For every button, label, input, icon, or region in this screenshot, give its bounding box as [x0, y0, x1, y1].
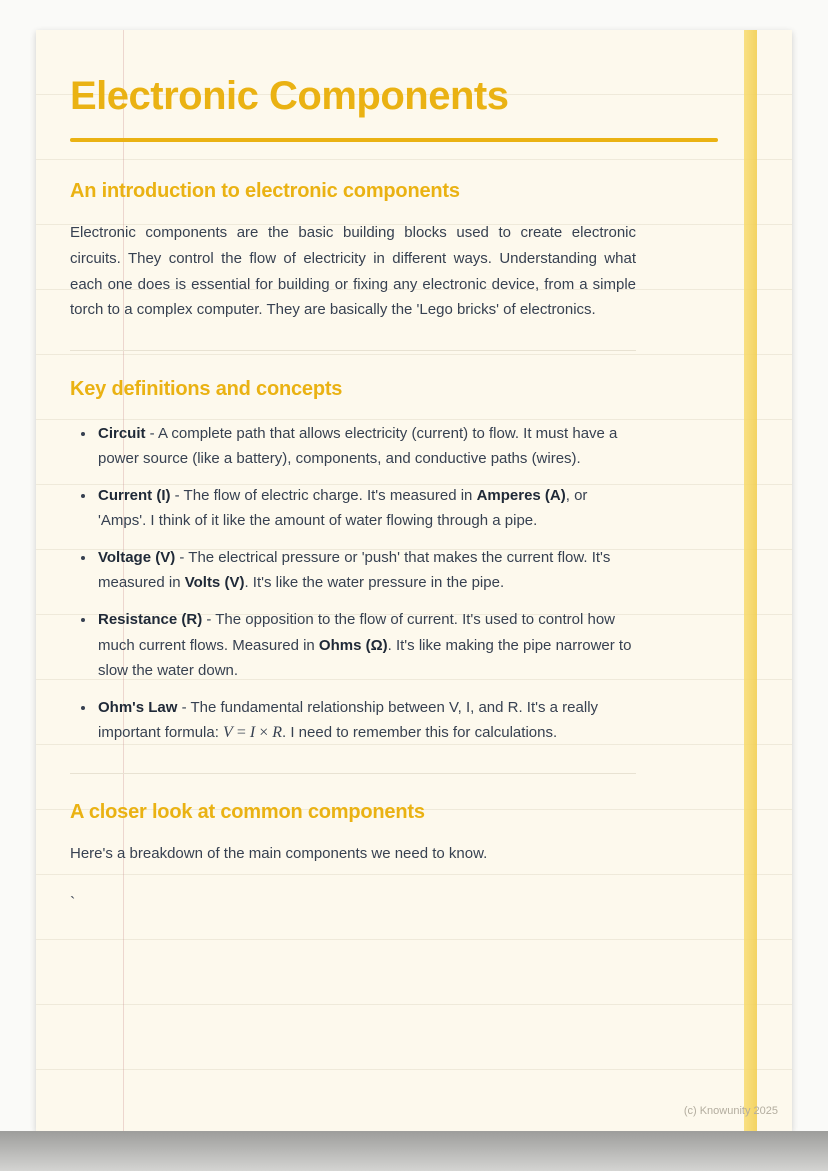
stray-backtick: ` [70, 895, 76, 913]
section-divider [70, 773, 636, 774]
note-page [36, 30, 792, 1131]
text-segment: Current (I) [98, 487, 171, 505]
text-segment: . It's like making the pipe narrower to slow the water down. [98, 636, 632, 679]
intro-paragraph: Electronic components are the basic building blocks used to create electronic circuits. They control the flow of electricity in different ways. Understanding what each one does is essential for building or fixing any electronic device, from a simple torch to a complex computer. They are basically the 'Lego bricks' of electronics. [70, 224, 636, 319]
list-item [96, 695, 636, 747]
text-segment: I [249, 723, 256, 741]
section-heading: Key definitions and concepts [70, 378, 343, 401]
footer-credit: (c) Knowunity 2025 [683, 1105, 778, 1117]
text-segment: Amperes (A) [476, 487, 566, 505]
text-segment: - The electrical pressure or 'push' that makes the current flow. It's measured in [98, 549, 611, 592]
section-heading: An introduction to electronic components [70, 180, 460, 202]
text-segment: Ohms (Ω) [318, 636, 388, 654]
text-segment: - A complete path that allows electricity (current) to flow. It must have a power source (like a battery), components, and conductive paths (wires). [98, 425, 618, 468]
page-bottom-edge [0, 1131, 828, 1171]
components-paragraph: Here's a breakdown of the main components we need to know. [70, 845, 488, 863]
definitions-list [70, 421, 636, 746]
text-segment: Circuit [98, 425, 146, 443]
page-title: Electronic Components [70, 74, 509, 118]
text-segment: Ohm's Law [98, 698, 178, 716]
section-introduction [70, 180, 636, 323]
text-segment: - The fundamental relationship between V, I, and R. It's a really important formula: [98, 698, 599, 741]
list-item [96, 607, 636, 682]
section-heading: A closer look at common components [70, 801, 425, 824]
text-segment: Volts (V) [184, 574, 245, 592]
text-segment: = [232, 723, 250, 741]
list-item [96, 545, 636, 595]
title-underline [70, 138, 718, 142]
text-segment: , or 'Amps'. I think of it like the amount of water flowing through a pipe. [98, 487, 588, 530]
section-components [70, 801, 636, 913]
list-item [96, 483, 636, 533]
text-segment: - The opposition to the flow of current. It's used to control how much current flows. Measured in [98, 611, 616, 654]
note-content [70, 30, 636, 913]
section-divider [70, 350, 636, 351]
text-segment: . It's like the water pressure in the pipe. [244, 574, 505, 592]
text-segment: × [255, 723, 273, 741]
list-item [96, 421, 636, 471]
text-segment: . I need to remember this for calculations. [282, 723, 558, 741]
text-segment: V [223, 723, 233, 741]
text-segment: Resistance (R) [98, 611, 203, 629]
text-segment: - The flow of electric charge. It's measured in [170, 487, 477, 505]
text-segment: R [272, 723, 282, 741]
accent-stripe [744, 30, 757, 1131]
section-definitions [70, 378, 636, 746]
text-segment: Voltage (V) [98, 549, 176, 567]
